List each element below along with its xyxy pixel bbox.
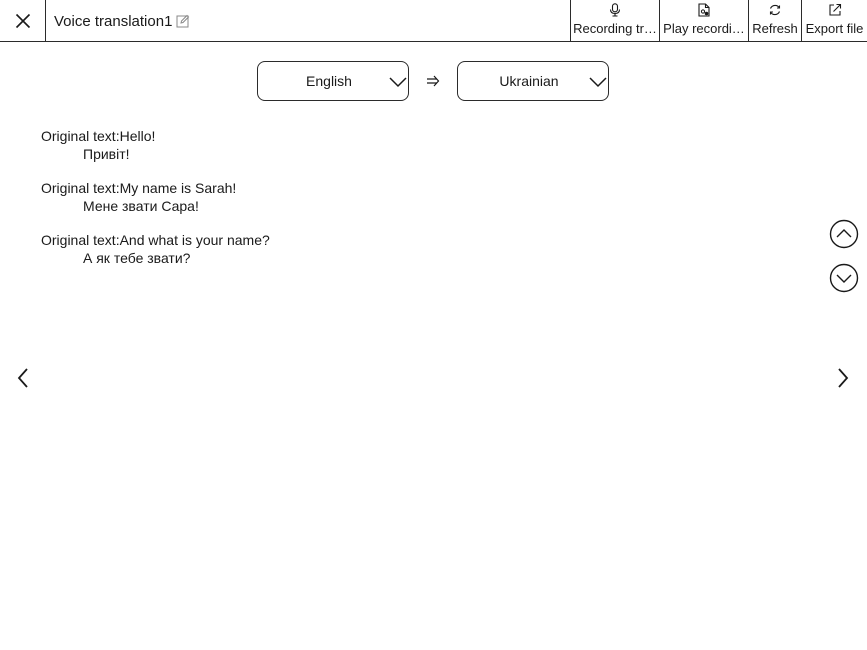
source-language-select[interactable]	[257, 61, 409, 101]
export-icon	[828, 3, 842, 17]
title-area	[54, 0, 190, 42]
list-item	[41, 179, 270, 215]
translated-text: А як тебе звати?	[83, 250, 191, 266]
list-item	[41, 231, 270, 267]
page-title: Voice translation1	[54, 12, 173, 30]
translation-list	[41, 127, 270, 283]
chevron-down-icon	[588, 74, 608, 90]
edit-icon	[176, 14, 190, 28]
refresh-button[interactable]	[748, 0, 801, 42]
translated-text: Мене звати Сара!	[83, 198, 199, 214]
chevron-down-icon	[388, 74, 408, 90]
target-language-value: Ukrainian	[499, 73, 559, 89]
play-recording-label: Play recordi…	[663, 21, 745, 36]
original-text: Original text:Hello!	[41, 128, 156, 144]
target-language-select[interactable]	[457, 61, 609, 101]
translated-text: Привіт!	[83, 146, 130, 162]
refresh-icon	[768, 3, 782, 17]
close-button[interactable]	[0, 0, 46, 42]
export-file-button[interactable]	[801, 0, 867, 42]
list-item	[41, 127, 270, 163]
top-bar	[0, 0, 867, 42]
play-recording-button[interactable]	[659, 0, 748, 42]
refresh-label: Refresh	[752, 21, 798, 36]
close-icon	[15, 13, 31, 29]
scroll-up-button[interactable]	[829, 219, 859, 249]
edit-title-button[interactable]	[176, 14, 190, 28]
audio-file-icon	[697, 3, 711, 17]
source-language-value: English	[306, 73, 352, 89]
microphone-icon	[608, 3, 622, 17]
previous-page-button[interactable]	[14, 366, 32, 390]
recording-translation-label: Recording tr…	[573, 21, 657, 36]
scroll-down-button[interactable]	[829, 263, 859, 293]
export-file-label: Export file	[805, 21, 864, 36]
next-page-button[interactable]	[834, 366, 852, 390]
original-text: Original text:My name is Sarah!	[41, 180, 237, 196]
recording-translation-button[interactable]	[570, 0, 659, 42]
toolbar	[570, 0, 867, 42]
original-text: Original text:And what is your name?	[41, 232, 270, 248]
direction-arrow-icon	[426, 75, 440, 87]
